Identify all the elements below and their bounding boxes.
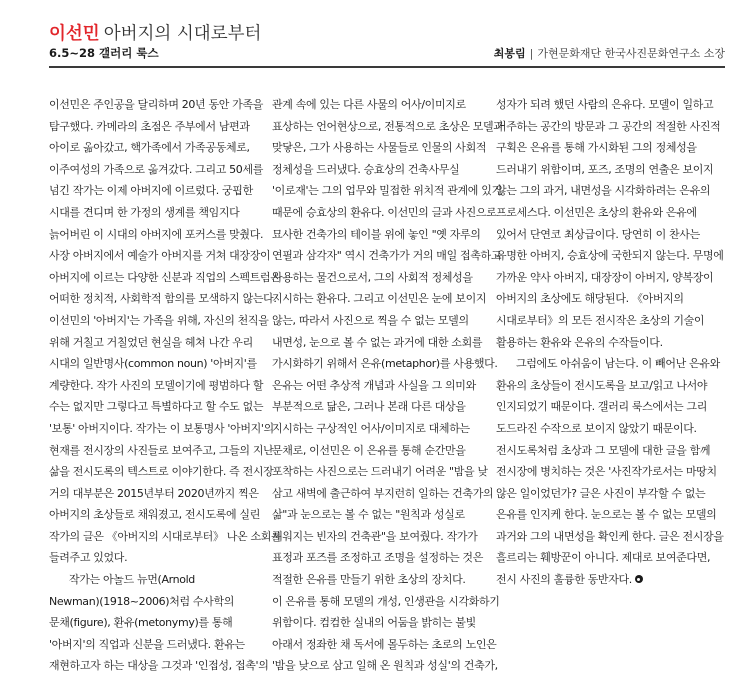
text-line: 환유의 초상들이 전시도록을 보고/읽고 나서야: [496, 378, 708, 392]
text-line: 성자가 되려 했던 사람의 은유다. 모델이 일하고: [496, 98, 714, 111]
article-column-2: [272, 94, 504, 677]
text-line: 맞닿은, 그가 사용하는 사물들로 인물의 사회적: [272, 141, 487, 155]
text-line: 때문에 승효상의 환유다. 이선민의 글과 사진으로: [272, 205, 497, 219]
text-line: 이 은유를 통해 모델의 개성, 인생관을 시각화하기: [272, 594, 500, 608]
text-line: 삼고 새벽에 출근하여 부지런히 일하는 건축가의: [272, 486, 494, 500]
text-line: 연필과 삼각자" 역시 건축가가 거의 매일 접촉하고: [272, 249, 502, 263]
text-line: 구획은 은유를 통해 가시화된 그의 정체성을: [496, 141, 697, 155]
text-line: Newman)(1918~2006)처럼 수사학의: [49, 594, 235, 608]
text-line: 가시화하기 위해서 은유(metaphor)를 사용했다.: [272, 357, 498, 371]
text-line: 내면성, 눈으로 볼 수 없는 과거에 대한 소회를: [272, 335, 483, 349]
text-line: 포착하는 사진으로는 드러내기 어려운 "밤을 낮: [272, 465, 488, 479]
text-line: 거의 대부분은 2015년부터 2020년까지 찍은: [49, 486, 259, 500]
author-affiliation: 가현문화재단 한국사진문화연구소 소장: [537, 47, 725, 60]
text-line: 시대의 일반명사(common noun) '아버지'를: [49, 357, 257, 371]
text-line: 문채로, 이선민은 이 은유를 통해 순간만을: [272, 443, 466, 457]
text-line: 작가는 아놀드 뉴먼(Arnold: [69, 573, 195, 587]
text-line: 이주여성의 가족으로 옮겨갔다. 그리고 50세를: [49, 162, 263, 176]
text-line: 시대로부터》의 모든 전시작은 초상의 기술이: [496, 313, 705, 327]
article-title: [49, 20, 261, 45]
text-line: 드러내기 위함이며, 포즈, 조명의 연출은 보이지: [496, 162, 714, 176]
text-line: 유명한 아버지, 승효상에 국한되지 않는다. 무명에: [496, 249, 724, 263]
text-line: 도드라진 수작으로 보이지 않았기 때문이다.: [496, 421, 697, 435]
article-column-1: [49, 94, 282, 677]
text-line: 그럼에도 아쉬움이 남는다. 이 빼어난 은유와: [516, 357, 720, 371]
text-line: 세워지는 빈자의 건축관"을 보여줬다. 작가가: [272, 529, 478, 543]
text-line: 관계 속에 있는 다른 사물의 어사/이미지로: [272, 98, 466, 111]
text-line: 위해 거칠고 거칠었던 현실을 헤쳐 나간 우리: [49, 335, 253, 349]
text-line: 지시하는 환유다. 그리고 이선민은 눈에 보이지: [272, 292, 487, 306]
text-line: 은유는 어떤 추상적 개념과 사실을 그 의미와: [272, 378, 476, 392]
text-line: 아버지에 이르는 다양한 신분과 직업의 스펙트럼은: [49, 270, 281, 284]
text-line: 아버지의 초상들로 채워졌고, 전시도록에 실린: [49, 508, 260, 522]
article-header: [0, 0, 755, 70]
text-line: 정체성을 드러냈다. 승효상의 건축사무실: [272, 162, 460, 176]
text-line: 수는 없지만 그렇다고 특별하다고 할 수도 없는: [49, 400, 264, 414]
text-line: 은유를 인지케 한다. 눈으로는 볼 수 없는 모델의: [496, 508, 717, 522]
text-line: '이로재'는 그의 업무와 밀접한 위치적 관계에 있기: [272, 184, 502, 198]
text-line: 늙어버린 이 시대의 아버지에 포커스를 맞췄다.: [49, 227, 264, 241]
exhibition-title: 아버지의 시대로부터: [103, 24, 262, 44]
text-line: 전시 사진의 훌륭한 동반자다.: [496, 573, 632, 587]
text-line: 표정과 포즈를 조정하고 조명을 설정하는 것은: [272, 551, 483, 565]
text-line: 부분적으로 닮은, 그러나 본래 다른 대상을: [272, 400, 466, 414]
text-line: 인지되었기 때문이다. 갤러리 룩스에서는 그리: [496, 400, 707, 414]
byline-separator: |: [529, 47, 534, 60]
text-line: 재현하고자 하는 대상을 그것과 '인접성, 접촉'의: [49, 659, 269, 673]
author-name: 최봉림: [493, 47, 526, 60]
text-line: 지시하는 구상적인 어사/이미지로 대체하는: [272, 421, 470, 435]
text-line: 않는 그의 과거, 내면성을 시각화하려는 은유의: [496, 184, 711, 198]
text-line: 탐구했다. 카메라의 초점은 주부에서 남편과: [49, 119, 250, 133]
end-mark-icon: [635, 575, 643, 583]
text-line: 전시장에 병치하는 것은 '사진작가로서는 마땅치: [496, 465, 717, 479]
byline: [494, 45, 725, 61]
text-line: 거주하는 공간의 방문과 그 공간의 적절한 사진적: [496, 119, 721, 133]
exhibition-date-venue: 6.5~28 갤러리 룩스: [49, 46, 159, 60]
text-line: 어떠한 정치적, 사회학적 함의를 모색하지 않는다.: [49, 292, 277, 306]
text-line: 작가의 글은 《아버지의 시대로부터》 나온 소회를: [49, 529, 282, 543]
text-line: 아버지의 초상에도 해당된다. 《아버지의: [496, 292, 684, 306]
text-line: 흘르리는 훼방꾼이 아니다. 제대로 보여준다면,: [496, 551, 711, 565]
article-column-3: [496, 94, 724, 591]
text-line: 삶을 전시도록의 텍스트로 이야기한다. 즉 전시장: [49, 465, 274, 479]
text-line: 계량한다. 작가 사진의 모델이기에 평범하다 할: [49, 378, 264, 392]
text-line: 사장 아버지에서 예술가 아버지를 거쳐 대장장이: [49, 249, 271, 263]
text-line: 사용하는 물건으로서, 그의 사회적 정체성을: [272, 270, 473, 284]
text-line: 삶"과 눈으로는 볼 수 없는 "원칙과 성실로: [272, 508, 465, 522]
text-line: '보통' 아버지이다. 작가는 이 보통명사 '아버지'의: [49, 421, 274, 435]
text-line: 있어서 단연코 최상급이다. 당연히 이 찬사는: [496, 227, 700, 241]
text-line: 들려주고 있었다.: [49, 551, 128, 565]
text-line: 과거와 그의 내면성을 확인케 한다. 글은 전시장을: [496, 529, 724, 543]
text-line: 전시도록처럼 초상과 그 모델에 대한 글을 함께: [496, 443, 711, 457]
text-line: 표상하는 언어현상으로, 전통적으로 초상은 모델과: [272, 119, 504, 133]
text-line: 현재를 전시장의 사진들로 보여주고, 그들의 지난: [49, 443, 274, 457]
text-line: 묘사한 건축가의 테이블 위에 놓인 "옛 자루의: [272, 227, 481, 241]
text-line: '밤을 낮으로 삼고 일해 온 원칙과 성실'의 건축가,: [272, 659, 498, 673]
text-line: 않는, 따라서 사진으로 찍을 수 없는 모델의: [272, 313, 469, 327]
text-line: 위함이다. 컴컴한 실내의 어둠을 밝히는 불빛: [272, 616, 476, 630]
text-line: 않은 일이었던가? 글은 사진이 부각할 수 없는: [496, 486, 706, 500]
text-line: 프로세스다. 이선민은 초상의 환유와 은유에: [496, 205, 697, 219]
header-rule: [49, 66, 725, 68]
text-line: 이선민의 '아버지'는 가족을 위해, 자신의 천직을: [49, 313, 269, 327]
text-line: 활용하는 환유와 은유의 수작들이다.: [496, 335, 663, 349]
text-line: 적절한 은유를 만들기 위한 초상의 장치다.: [272, 573, 466, 587]
text-line: 가까운 약사 아버지, 대장장이 아버지, 양복장이: [496, 270, 714, 284]
text-line: 아래서 정좌한 채 독서에 몰두하는 초로의 노인은: [272, 637, 497, 651]
text-line: 시대를 견디며 한 가정의 생계를 책임지다: [49, 205, 240, 219]
text-line: '아버지'의 직업과 신분을 드러냈다. 환유는: [49, 637, 245, 651]
artist-name: 이선민: [49, 24, 100, 44]
text-line: 넘긴 작가는 이제 아버지에 이르렀다. 궁핍한: [49, 184, 253, 198]
text-line: 이선민은 주인공을 달리하며 20년 동안 가족을: [49, 98, 263, 111]
text-line: 아이로 옮아갔고, 핵가족에서 가족공동체로,: [49, 141, 250, 155]
text-line: 문채(figure), 환유(metonymy)를 통해: [49, 616, 233, 630]
